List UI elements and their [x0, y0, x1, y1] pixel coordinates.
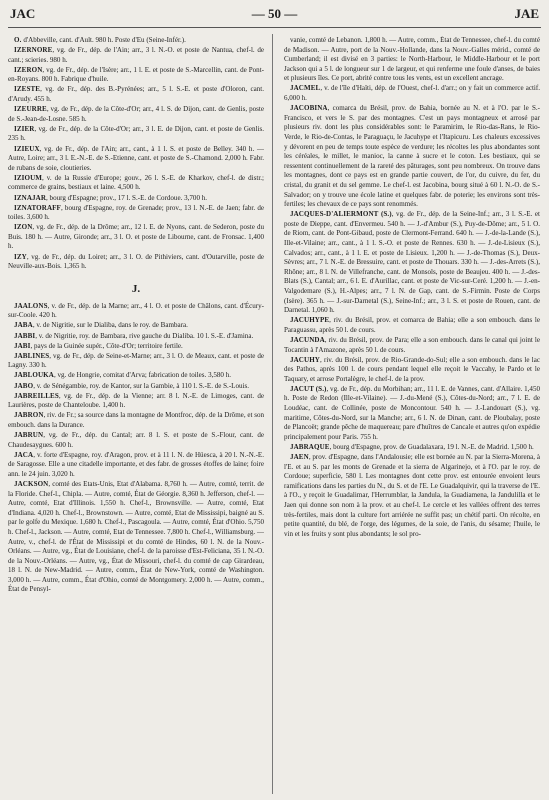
dictionary-entry: JAALONS, v. de Fr., dép. de la Marne; arr., 4 l. O. et poste de Châlons, cant. d'Écury-sur-Coole. 420 h.: [8, 301, 264, 320]
dictionary-entry: JACA, v. forte d'Espagne, roy. d'Aragon, prov. et à 11 l. N. de Hüesca, à 20 l. N.-N.-E. de Saragosse. Elle a une citadelle importante, et des fabr. de grosses étoffes de laine; foire ann. le 24 juin. 3,020 h.: [8, 450, 264, 478]
dictionary-entry: JACUT (S.), vg. de Fr., dép. du Morbihan; arr., 11 l. E. de Vannes, cant. d'Allaire. 1,450 h. Poste de Redon (Ille-et-Vilaine). — J.-du-Mené (S.), Côtes-du-Nord; arr., 7 l. E. de Loudéac, cant. de Collinée, poste de Moncontour. 540 h. — J.-Landouart (S.), vg. maritime, Côtes-du-Nord, sur la Manche; arr., 6 l. N. de Dinan, cant. de Ploubalay, poste de Plancoët; grande pêche de maquereau; pare d'huîtres de Cancale et autres qu'on expédie principalement pour Paris. 755 h.: [284, 384, 540, 441]
dictionary-entry: JABBI, v. de Nigritie, roy. de Bambara, rive gauche du Dialiba. 10 l. S.-E. d'Jamina.: [14, 331, 254, 340]
dictionary-entry: JABI, pays de la Guinée supér., Côte-d'Or; territoire fertile.: [14, 341, 183, 350]
right-column-entries: [284, 36, 540, 539]
dictionary-entry: JACOBINA, comarca du Brésil, prov. de Bahia, bornée au N. et à l'O. par le S.-Francisco, et vers le S. par des montagnes. C'est un pays montagneux et arrosé par plusieurs riv. dont les plus considérables sont: le Paramirim, le Rio-das-Rans, le Rio-Verde, le Rio-de-Contas, le Paraguaçu, le Jacuhype et l'Itapicuru. Les chaleurs excessives y dévorent en peu de temps toute espèce de verdure; les récoltes les plus abondantes sont les céréales, le millet, le manioc, la canne à sucre et le coton. Les bestiaux, qui se ressentent continuellement de la rareté des pâturages, sont peu nombreux. On trouve dans les montagnes, dont ce pays est en grande partie couvert, de l'or, du cuivre, du fer, du cristal, du granit et du sel gemme. Le chef-l. est Jacobina, bourg situé à 60 l. N.-O. de S.-Salvador; on y trouve une école latine et quelques fabr. de poterie; les environs sont très-fertiles; les chevaux de ce pays sont renommés.: [284, 104, 540, 209]
dictionary-entry: JAEN, prov. d'Espagne, dans l'Andalousie; elle est bornée au N. par la Sierra-Morena, à l'E. et au S. par les monts de Grenade et la sierra de Algarinejo, et à l'O. par le roy. de Cordoue; superficie, 580 l. Les montagnes dont cette prov. est entourée envoient leurs ramifications dans les parties du N., du S. et de l'E. Le Guadalquivir, qui la traverse de l'E. à l'O., y reçoit le Guadalimar, l'Herrumblar, la Jandula, la Guadiamena, la Jandulilla et le Jaen qui donne son nom à la prov. et au chef-l. Le cercle et les vallées offrent des terres très-fertiles, mais dont la culture fort arriérée ne suffit pas; un chétif parti. On récolte, en petite quantité, du blé, de l'orge, des légumes, de la soie, de l'anis, du sésame; l'huile, le vin et les fruits y sont plus abondants; le sol pro-: [284, 453, 540, 538]
dictionary-entry: JACUHYPE, riv. du Brésil, prov. et comarca de Bahia; elle a son embouch. dans le Paraguassu, après 50 l. de cours.: [284, 316, 540, 334]
left-column-top-entries: [8, 36, 264, 272]
header-left-guideword: JAC: [10, 6, 36, 21]
column-divider: [272, 34, 273, 794]
dictionary-entry: IZERNORE, vg. de Fr., dép. de l'Ain; arr., 3 l. N.-O. et poste de Nantua, chef-l. de cant.; scieries. 980 h.: [8, 46, 264, 64]
page-header: [10, 6, 539, 24]
dictionary-entry: IZON, vg. de Fr., dép. de la Drôme; arr., 12 l. E. de Nyons, cant. de Sederon, poste du Buis. 180 h. — Autre, Gironde; arr., 3 l. O. et poste de Libourne, cant. de Fronsac. 1,400 h.: [8, 223, 264, 251]
section-letter-heading: J.: [131, 282, 141, 295]
dictionary-entry: vanie, comté de Lebanon. 1,800 h. — Autre, comm., État de Tennessee, chef-l. du comté de Madison. — Autre, port de la Nouv.-Hollande, dans la Nouv.-Galles mérid., comté de Cumberland; il est divisé en 3 parties: le North-Harbour, le Middle-Harbour et le port Jackson qui a 5 l. de longueur sur 1 de largeur, et qui renferme une foule d'anses, de baies et plusieurs îles. Ce port, abrité contre tous les vents, est un excellent ancrage.: [284, 36, 540, 83]
right-column: [284, 36, 540, 792]
dictionary-entry: JACKSON, comté des Etats-Unis, Etat d'Alabama. 8,760 h. — Autre, comté, territ. de la Floride. Chef-l., Chipla. — Autre, comté, État de Géorgie. 8,360 h. Jefferson, chef-l. — Autre, comté, Etat d'Illinois. 1,550 h. Chef-l., Brownsville. — Autre, comté, Etat d'Indiana. 4,020 h. Chef-l., Brownstown. — Autre, comté, Etat de Mississipi, baigné au S. par le golfe du Mexique. 1,680 h. Chef-l., Pascagoula. — Autre, comté, État d'Ohio. 5,750 h. Chef-l., Jackson. — Autre, comté, Etat de Tennessee. 7,800 h. Chef-l., Williamsburg. — Autre, v., chef-l. de l'État de Mississipi et du comté de Hindes, 60 l. N. de la Nouv.-Orléans. — Autre, vg., État de Louisiane, chef-l. de la paroisse d'Est-Feliciana, 35 l. N.-O. de la Nouv.-Orléans. — Autre, vg., État de Missouri, chef-l. du comté de cap Girardeau, 18 l. N. de New-Madrid. — Autre, comm., État de New-York, comté de Washington. 3,000 h. — Autre, comm., État d'Ohio, comté de Montgomery. 2,000 h. — Autre, comm., État de Pensyl-: [8, 479, 264, 594]
page-number: — 50 —: [251, 6, 298, 21]
header-right-guideword: JAE: [514, 6, 539, 21]
dictionary-entry: IZEURRE, vg. de Fr., dép. de la Côte-d'Or; arr., 4 l. S. de Dijon, cant. de Genlis, poste de S.-Jean-de-Losne. 585 h.: [8, 105, 264, 123]
dictionary-entry: IZERON, vg. de Fr., dép. de l'Isère; arr., 1 l. E. et poste de S.-Marcellin, cant. de Pont-en-Royans. 800 h. Fabrique d'huile.: [8, 65, 264, 84]
dictionary-entry: JACMEL, v. de l'île d'Haïti, dép. de l'Ouest, chef-l. d'arr.; on y fait un commerce actif. 6,000 h.: [284, 84, 540, 103]
dictionary-entry: JABO, v. de Sénégambie, roy. de Kantor, sur la Gambie, à 110 l. S.-E. de S.-Louis.: [14, 381, 249, 390]
dictionary-entry: JABLINES, vg. de Fr., dép. de Seine-et-Marne; arr., 3 l. O. de Meaux, cant. et poste de Lagny. 330 h.: [8, 351, 264, 370]
dictionary-entry: JACUHY, riv. du Brésil, prov. de Rio-Grande-do-Sul; elle a son embouch. dans le lac des Pathos, après 100 l. de cours pendant lequel elle reçoit le Vaccahy, le Pardo et le Taquary, et arrose Portalègre, le chef-l. de la prov.: [284, 355, 540, 383]
dictionary-entry: JABA, v. de Nigritie, sur le Dialiba, dans le roy. de Bambara.: [14, 321, 188, 330]
left-column: [8, 36, 264, 792]
dictionary-entry: JABREILLES, vg. de Fr., dép. de la Vienne; arr. 8 l. N.-E. de Limoges, cant. de Laurières, poste de Chanteloube. 1,400 h.: [8, 391, 264, 410]
dictionary-entry: JACQUES-D'ALIERMONT (S.), vg. de Fr., dép. de la Seine-Inf.; arr., 3 l. S.-E. et poste de Dieppe, cant. d'Envermeu. 540 h. — J.-d'Ambur (S.), Puy-de-Dôme; arr., 5 l. O. de Riom, cant. de Pont-Gibaud, poste de Clermont-Ferrand. 640 h. — J.-de-la-Lande (S.), Ille-et-Vilaine; arr., cant., à 1 l. S.-O. et poste de Rennes. 630 h. — J.-de-Lisieux (S.), Calvados; arr., cant., à 1 l. E. et poste de Lisieux. 1,200 h. — J.-de-Thomas (S.), Deux-Sèvres; arr., 7 l. N.-E. de Bressuire, cant. et poste de Thouars. 330 h. — J.-des-Arrets (S.), Rhône; arr., 8 l. N. de Villefranche, cant. de Monsols, poste de Beaujeu. 400 h. — J.-des-Blats (S.), Cantal; arr., 6 l. E. d'Aurillac, cant. et poste de Vic-sur-Ceré. 1,200 h. — J.-en-Valgodemare (S.), H.-Alpes; arr., 7 l. N. de Gap, cant. de S.-Firmin. Poste de Corps (Isère). 365 h. — J.-sur-Darnetal (S.), Seine-Inf.; arr., 3 l. S. et poste de Rouen, cant. de Darnetal. 1,060 h.: [284, 210, 540, 315]
dictionary-entry: JABLOUKA, vg. de Hongrie, comitat d'Arva; fabrication de toiles. 3,580 h.: [14, 371, 231, 380]
dictionary-entry: IZIOUM, v. de la Russie d'Europe; gouv., 26 l. S.-E. de Kharkov, chef-l. de distr.; commerce de grains, bestiaux et laine. 4,500 h.: [8, 173, 264, 192]
dictionary-entry: JABRUN, vg. de Fr., dép. du Cantal; arr. 8 l. S. et poste de S.-Flour, cant. de Chaudesaygues. 600 h.: [8, 430, 264, 449]
dictionary-entry: JACUNDA, riv. du Brésil, prov. de Para; elle a son embouch. dans le canal qui joint le Tocantin à l'Amazone, après 50 l. de cours.: [284, 335, 540, 354]
dictionary-entry: IZIER, vg. de Fr., dép. de la Côte-d'Or; arr., 3 l. E. de Dijon, cant. et poste de Genlis. 235 h.: [8, 124, 264, 143]
dictionary-entry: JABRAQUE, bourg d'Espagne, prov. de Guadalaxara, 19 l. N.-E. de Madrid. 1,500 h.: [290, 442, 534, 451]
dictionary-entry: IZNAJAR, bourg d'Espagne; prov., 17 l. S.-E. de Cordoue. 3,700 h.: [14, 193, 208, 202]
dictionary-entry: IZIEUX, vg. de Fr., dép. de l'Ain; arr., cant., à 1 l. S. et poste de Belley. 340 h. — Autre, Loire; arr., 3 l. E.-N.-E. de S.-Etienne, cant. et poste de S.-Chamond. 2,000 h. Fabr. de rubans de soie, cloutieries.: [8, 144, 264, 172]
dictionary-entry: IZNATORAFF, bourg d'Espagne, roy. de Grenade; prov., 13 l. N.-E. de Jaen; fabr. de toiles. 3,600 h.: [8, 203, 264, 222]
left-column-j-entries: [8, 302, 264, 595]
dictionary-entry: O. d'Abbeville, cant. d'Ault. 980 h. Poste d'Eu (Seine-Infér.).: [14, 36, 186, 44]
dictionary-entry: IZESTE, vg. de Fr., dép. des B.-Pyrénées; arr., 5 l. S.-E. et poste d'Oloron, cant. d'Arudy. 455 h.: [8, 85, 264, 104]
dictionary-entry: JABRON, riv. de Fr.; sa source dans la montagne de Montfroc, dép. de la Drôme, et son embouch. dans la Durance.: [8, 411, 264, 429]
dictionary-entry: IZY, vg. de Fr., dép. du Loiret; arr., 3 l. O. de Pithiviers, cant. d'Outarville, poste de Neuville-aux-Bois. 1,365 h.: [8, 252, 264, 271]
header-rule: [8, 27, 541, 28]
